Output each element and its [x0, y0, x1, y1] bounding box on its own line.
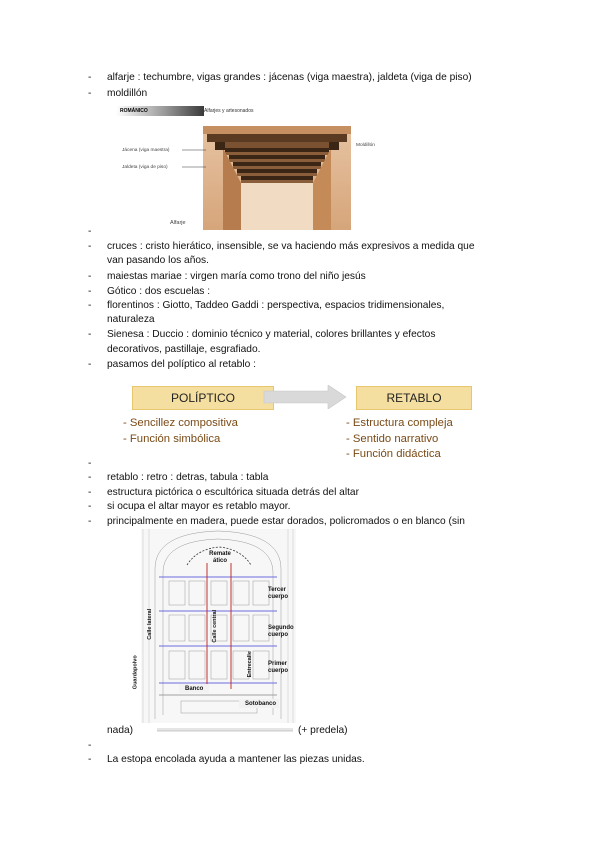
item-text: pasamos del políptico al retablo : [107, 359, 256, 370]
item-text: alfarje : techumbre, vigas grandes : jácenas (viga maestra), jaldeta (viga de piso) [107, 72, 472, 83]
item-text: cruces : cristo hierático, insensible, se va haciendo más expresivos a medida que [107, 241, 475, 252]
retablo-figure [132, 529, 296, 723]
retablo-figure-base [157, 728, 293, 732]
bullet-dash: - [88, 472, 92, 483]
item-text: moldillón [107, 88, 148, 99]
label-moldillon: Moldillón [356, 143, 375, 148]
bullet-dash: - [88, 88, 92, 99]
item-text: Gótico : dos escuelas : [107, 286, 211, 297]
label-remate: Remate ático [209, 551, 231, 564]
bullet-dash: - [88, 72, 92, 83]
item-text: retablo : retro : detras, tabula : tabla [107, 472, 269, 483]
bullet-dash: - [88, 740, 92, 751]
item-text: van pasando los años. [107, 255, 209, 266]
alfarje-illustration [203, 126, 351, 230]
bullet-dash: - [88, 271, 92, 282]
label-segundo-cuerpo: Segundo cuerpo [268, 625, 294, 638]
item-text: decorativos, pastillaje, esgrafiado. [107, 344, 261, 355]
alfarje-header-right: Alfarjes y artesonados [204, 108, 254, 114]
bullet-dash: - [88, 458, 92, 469]
poliptico-item: - Sencillez compositiva [123, 417, 238, 429]
retablo-box: RETABLO [356, 386, 472, 410]
bullet-dash: - [88, 516, 92, 527]
retablo-item: - Estructura compleja [346, 417, 453, 429]
bullet-dash: - [88, 226, 92, 237]
item-text: nada) [107, 725, 134, 736]
retablo-list [346, 416, 453, 463]
bullet-dash: - [88, 501, 92, 512]
poliptico-list [123, 416, 238, 447]
bullet-dash: - [88, 286, 92, 297]
item-text: La estopa encolada ayuda a mantener las piezas unidas. [107, 754, 365, 765]
bullet-dash: - [88, 359, 92, 370]
item-text: si ocupa el altar mayor es retablo mayor. [107, 501, 291, 512]
label-guardapolvo: Guardapolvo [132, 655, 139, 690]
bullet-dash: - [88, 300, 92, 311]
label-primer-cuerpo: Primer cuerpo [268, 661, 289, 674]
label-entrecalle: Entrecalle [246, 651, 253, 678]
poliptico-item: - Función simbólica [123, 432, 221, 445]
item-text: estructura pictórica o escultórica situada detrás del altar [107, 487, 359, 498]
label-banco: Banco [185, 686, 204, 692]
bullet-dash: - [88, 754, 92, 765]
item-text: florentinos : Giotto, Taddeo Gaddi : perspectiva, espacios tridimensionales, [107, 300, 445, 311]
bullet-dash: - [88, 487, 92, 498]
label-jaldeta: Jaldeta (viga de piso) [122, 165, 168, 170]
label-calle-central: Calle central [212, 609, 219, 643]
item-text: Sienesa : Duccio : dominio técnico y material, colores brillantes y efectos [107, 329, 436, 340]
label-jacena: Jácena (viga maestra) [122, 148, 170, 153]
retablo-item: - Sentido narrativo [346, 432, 439, 445]
retablo-item: - Función didáctica [346, 448, 441, 460]
predela-note: (+ predela) [298, 725, 348, 736]
arrow-right-icon [178, 385, 348, 409]
item-text: naturaleza [107, 314, 155, 325]
poliptico-box: POLÍPTICO [132, 386, 274, 410]
item-text: principalmente en madera, puede estar dorados, policromados o en blanco (sin [107, 516, 465, 527]
alfarje-header: ROMÁNICO [116, 106, 204, 116]
bullet-dash: - [88, 241, 92, 252]
alfarje-pointer-lines [182, 146, 206, 172]
alfarje-figure [116, 106, 386, 230]
item-text: maiestas mariae : virgen maría como trono del niño jesús [107, 271, 366, 282]
label-sotobanco: Sotobanco [245, 701, 276, 707]
bullet-dash: - [88, 329, 92, 340]
label-calle-lateral: Calle lateral [147, 608, 154, 640]
label-tercer-cuerpo: Tercer cuerpo [268, 587, 289, 600]
alfarje-caption: Alfarje [170, 220, 186, 226]
